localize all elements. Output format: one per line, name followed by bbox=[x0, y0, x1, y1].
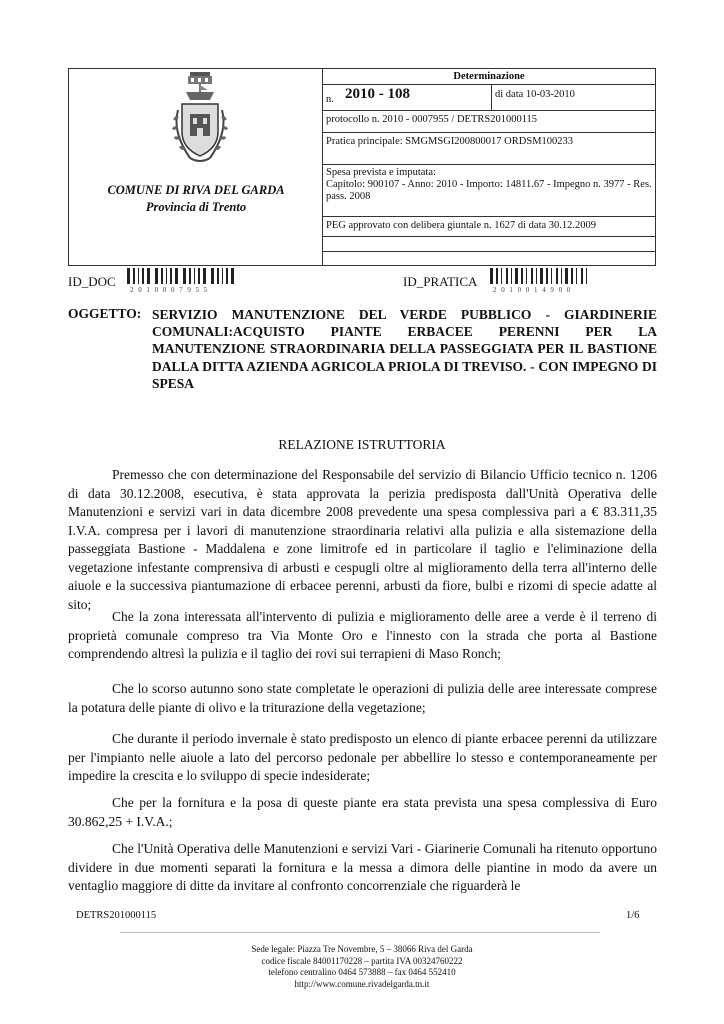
expense-detail: Capitolo: 900107 - Anno: 2010 - Importo: 14811.67 - Impegno n. 3977 - Res. pass. 2008 bbox=[326, 179, 652, 202]
determination-date: di data 10-03-2010 bbox=[495, 89, 575, 100]
footer-sede: Sede legale: Piazza Tre Novembre, 5 – 38066 Riva del Garda bbox=[251, 944, 473, 954]
footer-doc-id: DETRS201000115 bbox=[76, 910, 157, 921]
subject-text: SERVIZIO MANUTENZIONE DEL VERDE PUBBLICO - GIARDINERIE COMUNALI:ACQUISTO PIANTE ERBACEE PERENNI PER LA MANUTENZIONE STRAORDINARIA DELLA PASSEGGIATA PER IL BASTIONE DALLA DITTA AZIENDA AGRICOLA PRIOLA DI TREVISO. - CON IMPEGNO DI SPESA bbox=[152, 307, 657, 391]
id-doc-digits: 2010007955 bbox=[130, 286, 212, 294]
expense-block bbox=[323, 165, 655, 217]
main-practice: Pratica principale: SMGMSGI200800017 ORDSM100233 bbox=[323, 133, 655, 165]
paragraph: Che l'Unità Operativa delle Manutenzioni e servizi Vari - Giarinerie Comunali ha ritenuto opportuno dividere in due momenti separati la fornitura e la messa a dimora delle piantine in modo da avere un ventaglio maggiore di ditte da invitare al confronto concorrenziale che riguarderà le bbox=[68, 841, 657, 893]
subject-label: OGGETTO: bbox=[68, 306, 142, 321]
municipality-name: COMUNE DI RIVA DEL GARDA bbox=[107, 183, 285, 197]
footer-telefono: telefono centralino 0464 573888 – fax 0464 552410 bbox=[268, 967, 456, 977]
paragraph: Che per la fornitura e la posa di queste piante era stata prevista una spesa complessiva di Euro 30.862,25 + I.V.A.; bbox=[68, 795, 657, 829]
empty-row bbox=[323, 237, 655, 252]
determination-number-row bbox=[323, 85, 655, 111]
protocol-number: protocollo n. 2010 - 0007955 / DETRS201000115 bbox=[323, 111, 655, 133]
id-doc-barcode bbox=[127, 268, 237, 284]
id-pratica-label: ID_PRATICA bbox=[403, 274, 478, 289]
page-number: 1/6 bbox=[626, 910, 640, 921]
coat-of-arms-icon bbox=[168, 70, 232, 178]
document-header bbox=[68, 68, 656, 266]
determination-number: 2010 - 108 bbox=[345, 86, 410, 102]
paragraph: Che lo scorso autunno sono state completate le operazioni di pulizia delle aree interessate comprese la potatura delle piante di olivo e la triturazione della vegetazione; bbox=[68, 681, 657, 715]
id-doc-label: ID_DOC bbox=[68, 274, 116, 289]
determination-details bbox=[323, 69, 655, 265]
id-pratica-barcode bbox=[490, 268, 600, 284]
peg-approval: PEG approvato con delibera giuntale n. 1627 di data 30.12.2009 bbox=[323, 217, 655, 237]
determination-title: Determinazione bbox=[323, 69, 655, 85]
paragraph: Che la zona interessata all'intervento di pulizia e miglioramento delle aree a verde è il terreno di proprietà comunale compreso tra Via Monte Oro e l'innesto con la strada che porta al Bastione comprendendo altresì la pulizia e il taglio dei rovi sui terrapieni di Maso Ronch; bbox=[68, 609, 657, 661]
cell-divider bbox=[491, 85, 492, 110]
footer-address bbox=[0, 944, 724, 990]
id-pratica-digits: 2010014900 bbox=[493, 286, 575, 294]
province-name: Provincia di Trento bbox=[145, 200, 247, 214]
footer-web[interactable]: http://www.comune.rivadelgarda.tn.it bbox=[294, 978, 430, 989]
expense-label: Spesa prevista e imputata: bbox=[326, 167, 436, 178]
number-prefix: n. bbox=[326, 94, 334, 105]
section-title: RELAZIONE ISTRUTTORIA bbox=[278, 437, 446, 452]
municipality-block bbox=[69, 69, 323, 265]
footer-codice: codice fiscale 84001170228 – partita IVA 00324760222 bbox=[261, 955, 463, 966]
paragraph: Premesso che con determinazione del Responsabile del servizio di Bilancio Ufficio tecnico n. 1206 di data 30.12.2008, esecutiva, è stata approvata la perizia predisposta dall'Unità Operativa delle Manutenzioni e servizi vari in data dicembre 2008 prevedente una spesa complessiva pari a € 83.311,35 I.V.A. compresa per i lavori di manutenzione straordinaria relativi alla pulizia e alla sistemazione della passeggiata Bastione - Maddalena e zone limitrofe ed in particolare il taglio e l'eliminazione della vegetazione infestante comprensiva di arbusti e cespugli oltre al miglioramento della terra all'interno delle aiuole e la successiva piantumazione di erbacee perenni, arbusti da fiore, bulbi e rizomi di specie adatte al sito; bbox=[68, 467, 657, 612]
footer-divider bbox=[120, 932, 600, 933]
paragraph: Che durante il periodo invernale è stato predisposto un elenco di piante erbacee perenni da utilizzare per l'impianto nelle aiuole a lato del percorso pedonale per abbellire lo stesso e contemporaneamente per impedire la crescita e lo sviluppo di specie indesiderate; bbox=[68, 731, 657, 783]
